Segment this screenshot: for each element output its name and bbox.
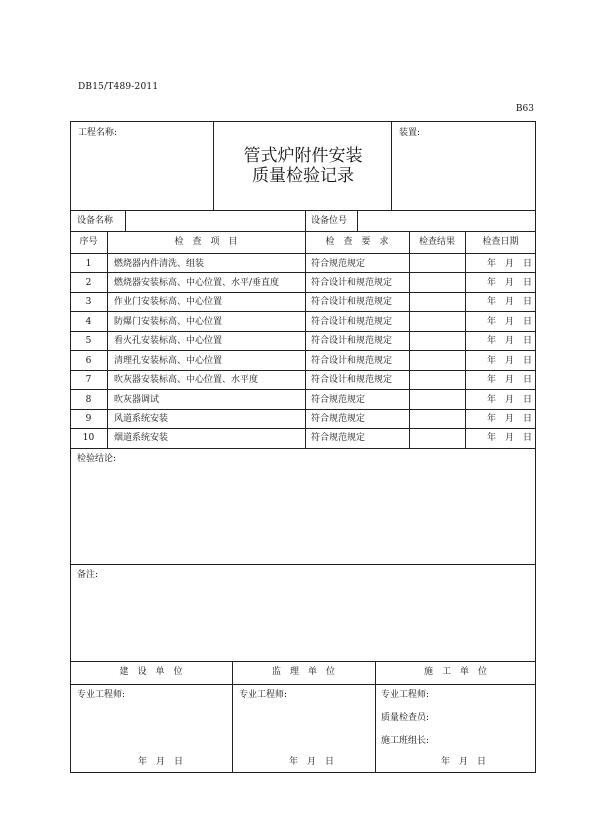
form-title-line1: 管式炉附件安装 bbox=[243, 146, 363, 166]
row-number: 7 bbox=[85, 375, 92, 385]
form-code: B63 bbox=[515, 104, 534, 114]
table-divider-requirement bbox=[409, 231, 410, 448]
row-number: 4 bbox=[85, 317, 92, 327]
signoff-header-bottom bbox=[70, 684, 536, 685]
row-requirement: 符合设计和规范规定 bbox=[311, 317, 393, 327]
row-date: 年 月 日 bbox=[487, 414, 533, 424]
document-code: DB15/T489-2011 bbox=[78, 82, 159, 92]
row-requirement: 符合设计和规范规定 bbox=[311, 278, 393, 288]
team-leader-label: 施工班组长: bbox=[381, 736, 430, 746]
project-name-label: 工程名称: bbox=[78, 128, 118, 138]
device-position-divider-right bbox=[357, 210, 358, 231]
row-item: 看火孔安装标高、中心位置 bbox=[114, 336, 223, 346]
row-requirement: 符合设计和规范规定 bbox=[311, 336, 393, 346]
conclusion-label: 检验结论: bbox=[77, 454, 117, 464]
row-divider bbox=[70, 272, 536, 273]
row-date: 年 月 日 bbox=[487, 395, 533, 405]
row-number: 3 bbox=[85, 297, 92, 307]
row-item: 防爆门安装标高、中心位置 bbox=[114, 317, 223, 327]
table-divider-result bbox=[465, 231, 466, 448]
row-item: 清理孔安装标高、中心位置 bbox=[114, 356, 223, 366]
row-divider bbox=[70, 311, 536, 312]
remarks-label: 备注: bbox=[77, 570, 99, 580]
device-row-top bbox=[70, 210, 536, 211]
row-item: 风道系统安装 bbox=[114, 414, 169, 424]
column-header-no: 序号 bbox=[79, 237, 98, 247]
device-name-label: 设备名称 bbox=[77, 216, 114, 226]
row-divider bbox=[70, 292, 536, 293]
device-position-label: 设备位号 bbox=[311, 216, 348, 226]
row-number: 1 bbox=[85, 259, 92, 269]
row-requirement: 符合规范规定 bbox=[311, 433, 366, 443]
row-requirement: 符合设计和规范规定 bbox=[311, 375, 393, 385]
row-item: 作业门安装标高、中心位置 bbox=[114, 297, 223, 307]
row-requirement: 符合设计和规范规定 bbox=[311, 356, 393, 366]
row-number: 6 bbox=[85, 356, 92, 366]
column-header-result: 检查结果 bbox=[418, 237, 455, 247]
row-requirement: 符合规范规定 bbox=[311, 414, 366, 424]
table-header-bottom bbox=[70, 253, 536, 254]
row-requirement: 符合设计和规范规定 bbox=[311, 297, 393, 307]
supervisor-engineer-label: 专业工程师: bbox=[239, 690, 288, 700]
row-number: 2 bbox=[85, 278, 92, 288]
device-position-divider-left bbox=[305, 210, 306, 231]
row-number: 5 bbox=[85, 336, 92, 346]
row-item: 吹灰器安装标高、中心位置、水平度 bbox=[114, 375, 259, 385]
row-date: 年 月 日 bbox=[487, 278, 533, 288]
signoff-divider-right bbox=[375, 661, 376, 773]
supervisor-sign-date: 年 月 日 bbox=[289, 757, 335, 767]
row-number: 10 bbox=[82, 433, 95, 443]
table-header-top bbox=[70, 231, 536, 232]
form-title-line2: 质量检验记录 bbox=[252, 166, 354, 186]
row-divider bbox=[70, 389, 536, 390]
owner-sign-date: 年 月 日 bbox=[138, 757, 184, 767]
column-header-item: 检 查 项 目 bbox=[174, 237, 238, 247]
contractor-engineer-label: 专业工程师: bbox=[381, 690, 430, 700]
row-item: 燃烧器内件清洗、组装 bbox=[114, 259, 205, 269]
row-date: 年 月 日 bbox=[487, 433, 533, 443]
conclusion-bottom bbox=[70, 564, 536, 565]
row-item: 燃烧器安装标高、中心位置、水平/垂直度 bbox=[114, 278, 280, 288]
signoff-divider-left bbox=[232, 661, 233, 773]
row-requirement: 符合规范规定 bbox=[311, 395, 366, 405]
owner-engineer-label: 专业工程师: bbox=[77, 690, 126, 700]
row-number: 8 bbox=[85, 395, 92, 405]
device-name-divider bbox=[125, 210, 126, 231]
row-divider bbox=[70, 350, 536, 351]
row-divider bbox=[70, 331, 536, 332]
column-header-requirement: 检 查 要 求 bbox=[325, 237, 389, 247]
row-date: 年 月 日 bbox=[487, 259, 533, 269]
row-divider bbox=[70, 428, 536, 429]
table-divider-no bbox=[107, 231, 108, 448]
row-date: 年 月 日 bbox=[487, 356, 533, 366]
remarks-bottom bbox=[70, 661, 536, 662]
row-date: 年 月 日 bbox=[487, 317, 533, 327]
owner-unit-label: 建 设 单 位 bbox=[119, 667, 183, 677]
row-item: 吹灰器调试 bbox=[114, 395, 160, 405]
table-bottom bbox=[70, 448, 536, 449]
row-number: 9 bbox=[85, 414, 92, 424]
table-divider-item bbox=[305, 231, 306, 448]
row-date: 年 月 日 bbox=[487, 336, 533, 346]
row-date: 年 月 日 bbox=[487, 375, 533, 385]
row-item: 烟道系统安装 bbox=[114, 433, 169, 443]
contractor-unit-label: 施 工 单 位 bbox=[423, 667, 487, 677]
unit-label: 装置: bbox=[399, 128, 421, 138]
supervisor-unit-label: 监 理 单 位 bbox=[271, 667, 335, 677]
qc-inspector-label: 质量检查员: bbox=[381, 713, 430, 723]
contractor-sign-date: 年 月 日 bbox=[441, 757, 487, 767]
row-date: 年 月 日 bbox=[487, 297, 533, 307]
row-divider bbox=[70, 370, 536, 371]
row-requirement: 符合规范规定 bbox=[311, 259, 366, 269]
row-divider bbox=[70, 409, 536, 410]
column-header-date: 检查日期 bbox=[482, 237, 519, 247]
